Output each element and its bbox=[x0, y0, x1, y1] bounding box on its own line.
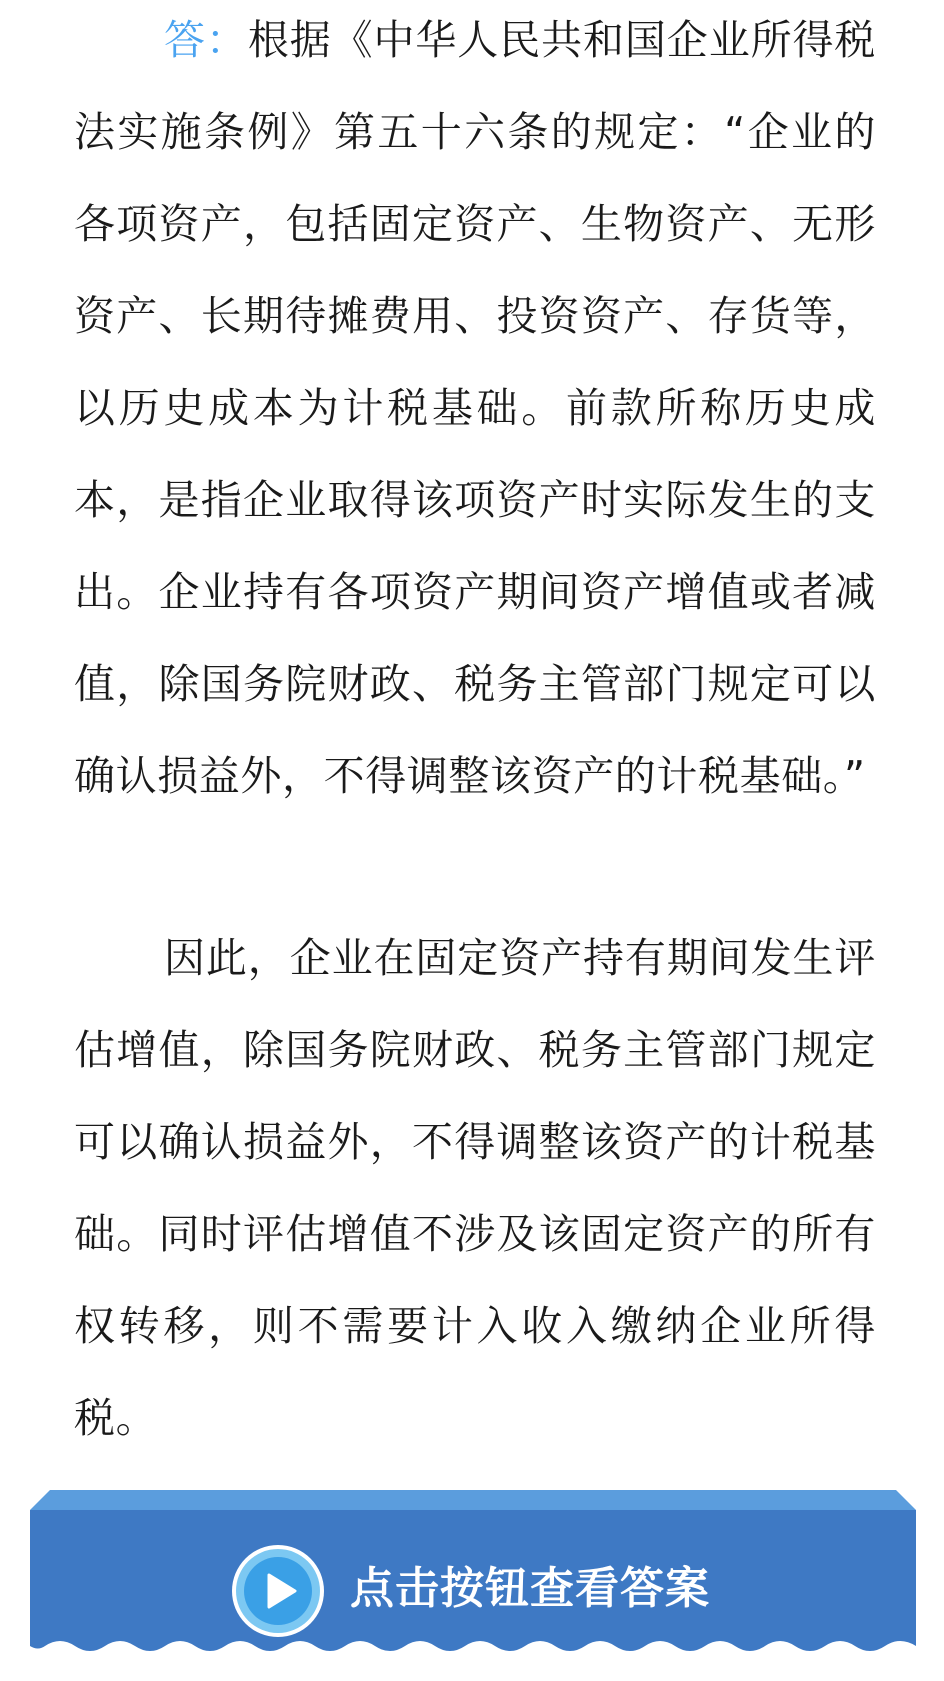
answer-label: 答： bbox=[164, 16, 248, 64]
conclusion-paragraph: 因此，企业在固定资产持有期间发生评估增值，除国务院财政、税务主管部门规定可以确认损益外，不得调整该资产的计税基础。同时评估增值不涉及该固定资产的所有权转移，则不需要计入收入缴纳企业所得税。 bbox=[74, 934, 876, 1442]
play-icon bbox=[229, 1542, 327, 1640]
view-answer-button[interactable] bbox=[30, 1490, 916, 1681]
answer-paragraph bbox=[74, 0, 876, 822]
view-answer-label: 点击按钮查看答案 bbox=[350, 1563, 710, 1614]
answer-text: 根据《中华人民共和国企业所得税法实施条例》第五十六条的规定：“企业的各项资产，包括固定资产、生物资产、无形资产、长期待摊费用、投资资产、存货等，以历史成本为计税基础。前款所称历史成本，是指企业取得该项资产时实际发生的支出。企业持有各项资产期间资产增值或者减值，除国务院财政、税务主管部门规定可以确认损益外，不得调整该资产的计税基础。” bbox=[74, 16, 877, 800]
